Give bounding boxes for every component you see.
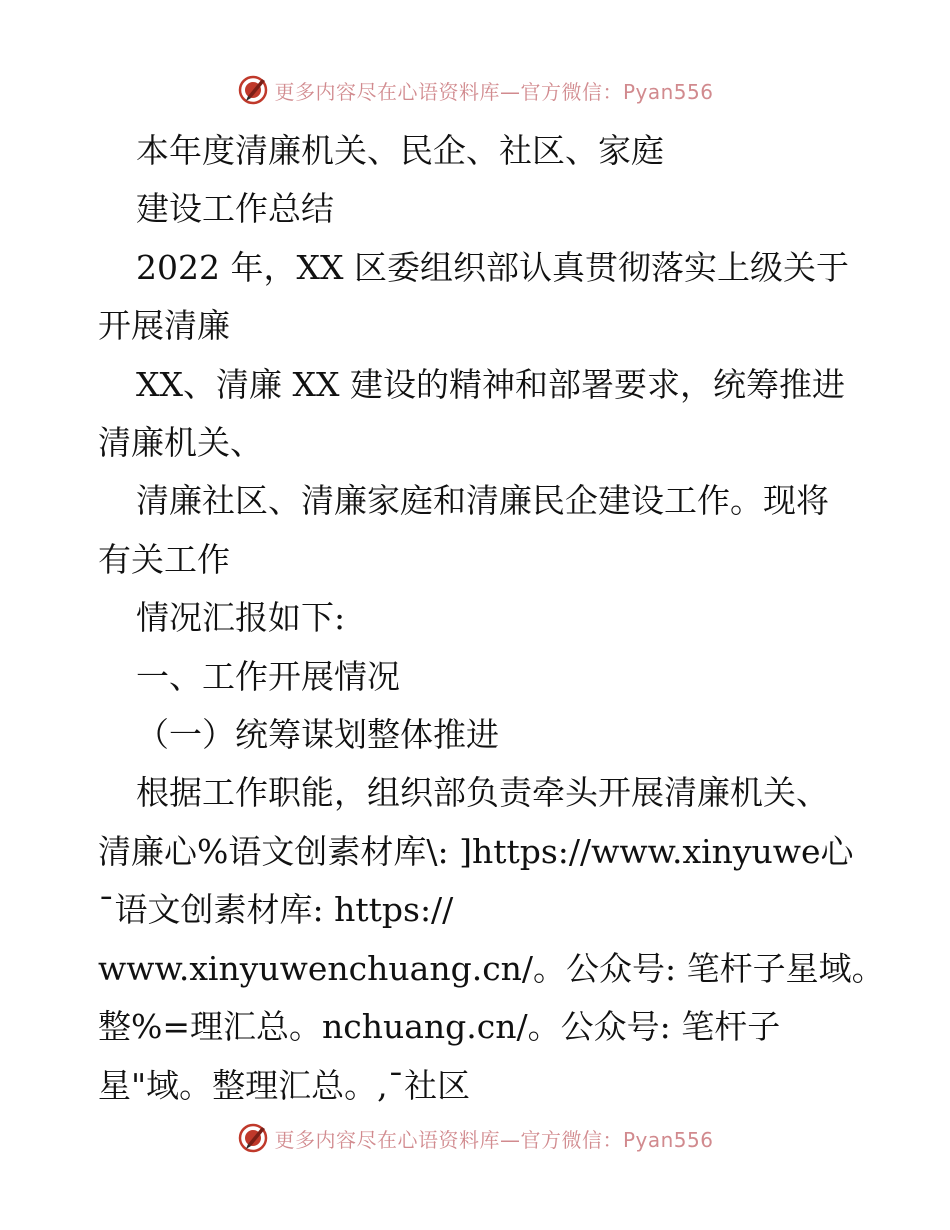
document-body	[98, 122, 885, 1115]
paragraph-line: 情况汇报如下:	[136, 598, 346, 638]
header-watermark-banner	[0, 70, 950, 110]
paragraph-line: 根据工作职能，组织部负责牵头开展清廉机关、	[136, 773, 829, 813]
header-banner-text: 更多内容尽在心语资料库—官方微信：Pyan556	[274, 79, 714, 104]
pen-logo-icon	[236, 1121, 270, 1155]
paragraph-line: 清廉社区、清廉家庭和清廉民企建设工作。现将	[136, 481, 829, 521]
pen-logo-icon	[236, 73, 270, 107]
paragraph-line: www.xinyuwenchuang.cn/。公众号: 笔杆子星域。	[98, 948, 885, 988]
doc-title-line-2: 建设工作总结	[136, 189, 334, 229]
paragraph-line: 有关工作	[98, 539, 230, 579]
footer-watermark-banner	[0, 1118, 950, 1158]
paragraph-line: 清廉心%语文创素材库\: ]https://www.xinyuwe心	[98, 831, 854, 871]
paragraph-line: ¯语文创素材库: https://	[98, 890, 454, 930]
paragraph-line: 开展清廉	[98, 306, 230, 346]
footer-banner-text: 更多内容尽在心语资料库—官方微信：Pyan556	[274, 1127, 714, 1152]
paragraph-line: 清廉机关、	[98, 423, 263, 463]
paragraph-line: 星"域。整理汇总。,¯社区	[98, 1065, 471, 1105]
section-heading: 一、工作开展情况	[136, 656, 400, 696]
paragraph-line: 2022 年，XX 区委组织部认真贯彻落实上级关于	[136, 247, 849, 287]
paragraph-line: XX、清廉 XX 建设的精神和部署要求，统筹推进	[136, 364, 845, 404]
subsection-heading: （一）统筹谋划整体推进	[136, 715, 499, 755]
paragraph-line: 整%=理汇总。nchuang.cn/。公众号: 笔杆子	[98, 1007, 781, 1047]
doc-title-line-1: 本年度清廉机关、民企、社区、家庭	[136, 131, 664, 170]
